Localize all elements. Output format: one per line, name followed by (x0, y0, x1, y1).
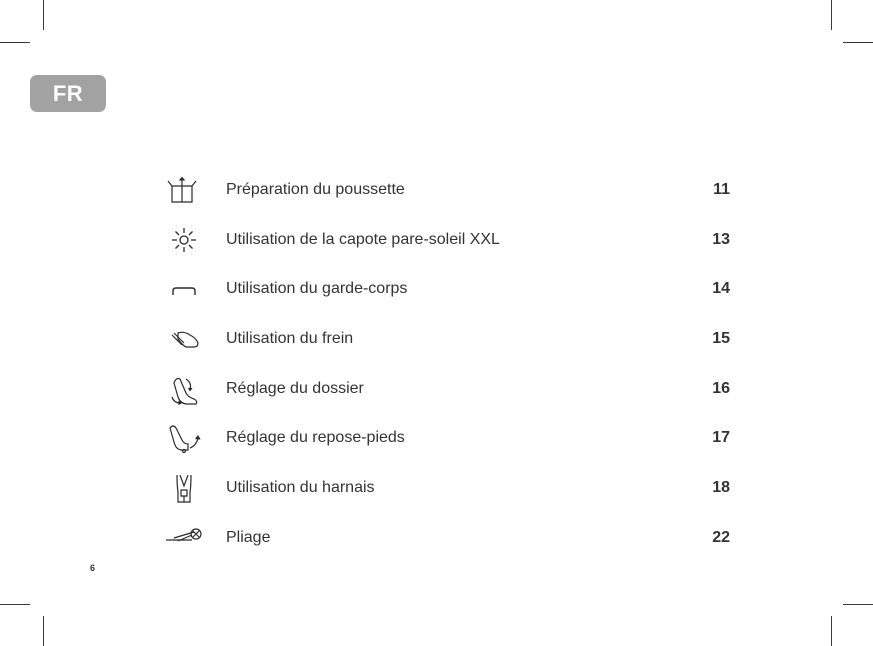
toc-item-page: 11 (713, 181, 730, 198)
language-badge: FR (30, 75, 106, 112)
backrest-adjust-icon (160, 373, 204, 405)
toc-item-page: 22 (712, 528, 730, 546)
footrest-adjust-icon (160, 422, 204, 454)
toc-item-page: 17 (712, 429, 730, 447)
brake-foot-icon (160, 323, 204, 355)
bumper-bar-icon (160, 273, 204, 305)
toc-item-label: Réglage du repose-pieds (226, 429, 405, 447)
toc-item-label: Utilisation du garde-corps (226, 280, 408, 298)
toc-item-label: Pliage (226, 528, 271, 546)
toc-item-page: 15 (712, 330, 730, 348)
crop-mark (831, 616, 832, 646)
crop-mark (43, 616, 44, 646)
crop-mark (843, 604, 873, 605)
toc-item-page: 18 (712, 479, 730, 497)
toc-item[interactable] (160, 166, 740, 216)
crop-mark (0, 604, 30, 605)
table-of-contents (160, 166, 740, 564)
toc-item-label: Utilisation de la capote pare-soleil XXL (226, 230, 500, 248)
toc-item-label: Utilisation du harnais (226, 479, 375, 497)
toc-item-page: 14 (712, 280, 730, 298)
toc-item[interactable] (160, 265, 740, 315)
harness-icon (160, 472, 204, 504)
toc-item[interactable] (160, 315, 740, 365)
toc-item[interactable] (160, 216, 740, 266)
toc-item-label: Utilisation du frein (226, 330, 354, 348)
unpack-box-icon (160, 174, 204, 206)
crop-mark (43, 0, 44, 30)
toc-item-page: 13 (712, 230, 730, 248)
page-number: 6 (90, 563, 96, 573)
crop-mark (831, 0, 832, 30)
toc-item-label: Réglage du dossier (226, 379, 364, 397)
toc-item[interactable] (160, 365, 740, 415)
toc-item[interactable] (160, 514, 740, 564)
crop-mark (843, 42, 873, 43)
fold-stroller-icon (160, 522, 204, 554)
toc-item[interactable] (160, 414, 740, 464)
toc-item-label: Préparation du poussette (226, 181, 405, 198)
toc-item-page: 16 (712, 379, 730, 397)
crop-mark (0, 42, 30, 43)
toc-item[interactable] (160, 464, 740, 514)
sun-canopy-icon (160, 224, 204, 256)
